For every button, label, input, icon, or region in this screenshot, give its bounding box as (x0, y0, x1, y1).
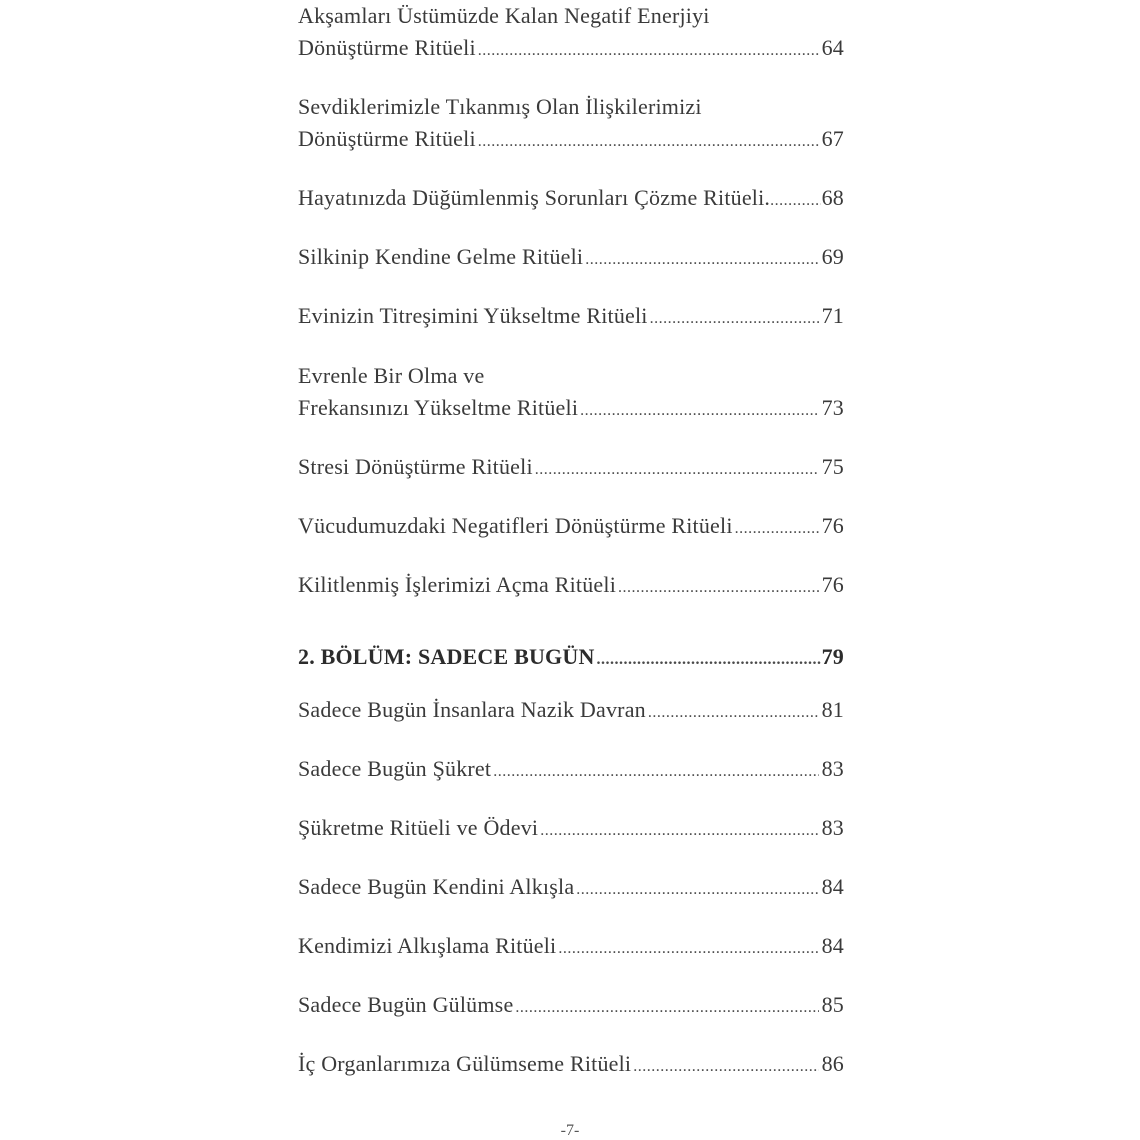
page-number: -7- (560, 1122, 580, 1139)
leader-dots (580, 395, 818, 427)
leader-dots (648, 697, 819, 729)
toc-title: Sadece Bugün Gülümse (298, 992, 514, 1017)
toc-title: Frekansınızı Yükseltme Ritüeli (298, 395, 579, 420)
toc-page: 83 (821, 815, 844, 840)
toc-entry-line1 (298, 360, 844, 392)
toc-page: 67 (821, 126, 844, 151)
leader-dots (770, 185, 820, 217)
toc-page: 73 (821, 395, 844, 420)
leader-dots (515, 992, 818, 1024)
toc-title: Hayatınızda Düğümlenmiş Sorunları Çözme Ritüeli. (298, 185, 771, 210)
toc-entry (298, 694, 844, 726)
toc-entry (298, 182, 844, 214)
toc-entry (298, 812, 844, 844)
toc-title-line1: Evrenle Bir Olma ve (298, 363, 485, 388)
toc-title-line1: Akşamları Üstümüzde Kalan Negatif Enerjiyi (298, 3, 710, 28)
toc-entry (298, 300, 844, 332)
leader-dots (493, 756, 818, 788)
toc-title: Evinizin Titreşimini Yükseltme Ritüeli (298, 303, 648, 328)
leader-dots (576, 874, 818, 906)
toc-title: İç Organlarımıza Gülümseme Ritüeli (298, 1051, 632, 1076)
toc-page: 79 (821, 644, 844, 669)
toc-entry (298, 1048, 844, 1080)
toc-entry (298, 451, 844, 483)
toc-entry-line2 (298, 32, 844, 64)
leader-dots (650, 303, 819, 335)
toc-title: Vücudumuzdaki Negatifleri Dönüştürme Ritüeli (298, 513, 733, 538)
leader-dots (597, 644, 821, 676)
toc-section-title: 2. BÖLÜM: SADECE BUGÜN (298, 644, 595, 669)
toc-title: Stresi Dönüştürme Ritüeli (298, 454, 533, 479)
toc-entry (298, 569, 844, 601)
leader-dots (540, 815, 818, 847)
toc-title: Silkinip Kendine Gelme Ritüeli (298, 244, 584, 269)
toc-page: 69 (821, 244, 844, 269)
toc-entry-line1 (298, 0, 844, 32)
toc-entry (298, 753, 844, 785)
toc-page: 86 (821, 1051, 844, 1076)
toc-page: 84 (821, 933, 844, 958)
toc-title: Dönüştürme Ritüeli (298, 126, 476, 151)
toc-page: 75 (821, 454, 844, 479)
toc-page: 71 (821, 303, 844, 328)
leader-dots (558, 933, 818, 965)
toc-entry (298, 241, 844, 273)
toc-page: 64 (821, 35, 844, 60)
toc-section-heading (298, 641, 844, 673)
toc-entry-line2 (298, 123, 844, 155)
leader-dots (618, 572, 819, 604)
toc-page: 68 (821, 185, 844, 210)
toc-page: 81 (821, 697, 844, 722)
toc-title-line1: Sevdiklerimizle Tıkanmış Olan İlişkilerimizi (298, 94, 702, 119)
leader-dots (735, 513, 819, 545)
toc-page: 85 (821, 992, 844, 1017)
leader-dots (633, 1051, 818, 1083)
toc-page: 76 (821, 513, 844, 538)
toc-title: Sadece Bugün Kendini Alkışla (298, 874, 575, 899)
toc-entry (298, 871, 844, 903)
toc-entry (298, 930, 844, 962)
leader-dots (585, 244, 818, 276)
toc-entry (298, 91, 844, 155)
toc-page: 84 (821, 874, 844, 899)
toc-title: Kendimizi Alkışlama Ritüeli (298, 933, 557, 958)
leader-dots (478, 126, 819, 158)
toc-entry-line2 (298, 392, 844, 424)
toc-entry (298, 360, 844, 424)
toc-entry (298, 0, 844, 64)
toc-page: 83 (821, 756, 844, 781)
toc-title: Sadece Bugün Şükret (298, 756, 492, 781)
toc-entry (298, 510, 844, 542)
toc-title: Dönüştürme Ritüeli (298, 35, 476, 60)
toc-title: Sadece Bugün İnsanlara Nazik Davran (298, 697, 646, 722)
toc-page: 76 (821, 572, 844, 597)
toc-title: Şükretme Ritüeli ve Ödevi (298, 815, 539, 840)
leader-dots (478, 35, 819, 67)
toc-title: Kilitlenmiş İşlerimizi Açma Ritüeli (298, 572, 617, 597)
leader-dots (535, 454, 819, 486)
toc-entry (298, 989, 844, 1021)
toc-entry-line1 (298, 91, 844, 123)
